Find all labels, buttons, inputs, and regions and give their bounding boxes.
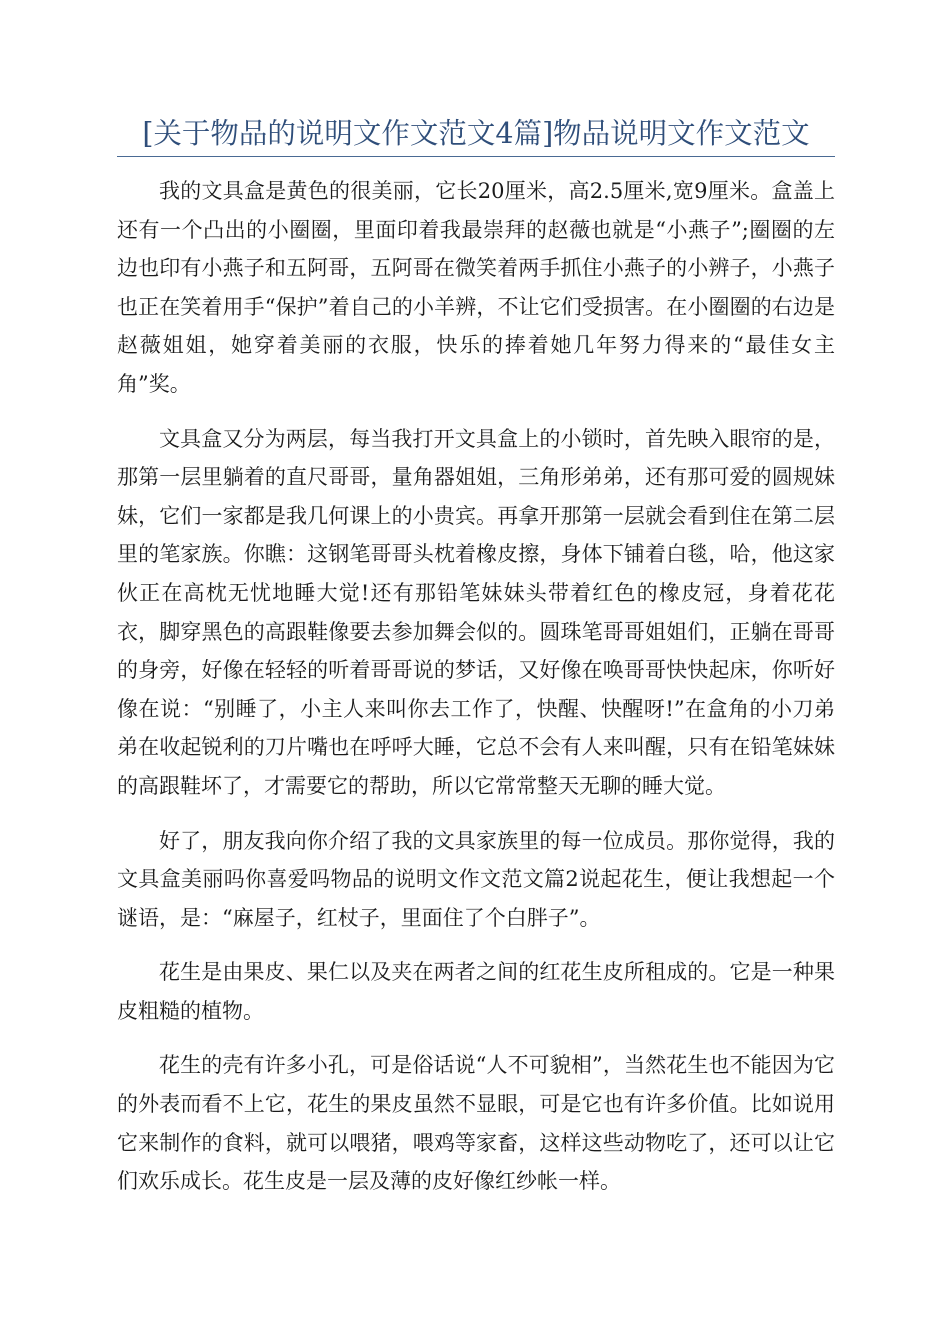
- paragraph: 文具盒又分为两层，每当我打开文具盒上的小锁时，首先映入眼帘的是，那第一层里躺着的直尺哥哥，量角器姐姐，三角形弟弟，还有那可爱的圆规妹妹，它们一家都是我几何课上的小贵宾。再拿开那第一层就会看到住在第二层里的笔家族。你瞧：这钢笔哥哥头枕着橡皮擦，身体下铺着白毯，哈，他这家伙正在高枕无忧地睡大觉!还有那铅笔妹妹头带着红色的橡皮冠，身着花花衣，脚穿黑色的高跟鞋像要去参加舞会似的。圆珠笔哥哥姐姐们，正躺在哥哥的身旁，好像在轻轻的听着哥哥说的梦话，又好像在唤哥哥快快起床，你听好像在说：“别睡了，小主人来叫你去工作了，快醒、快醒呀!”在盒角的小刀弟弟在收起锐利的刀片嘴也在呼呼大睡，它总不会有人来叫醒，只有在铅笔妹妹的高跟鞋坏了，才需要它的帮助，所以它常常整天无聊的睡大觉。: [117, 426, 835, 798]
- title-block: [117, 112, 835, 157]
- paragraph: 我的文具盒是黄色的很美丽，它长20厘米，高2.5厘米,宽9厘米。盒盖上还有一个凸出的小圈圈，里面印着我最崇拜的赵薇也就是“小燕子”;圈圈的左边也印有小燕子和五阿哥，五阿哥在微笑着两手抓住小燕子的小辨子，小燕子也正在笑着用手“保护”着自己的小羊辨，不让它们受损害。在小圈圈的右边是赵薇姐姐，她穿着美丽的衣服，快乐的捧着她几年努力得来的“最佳女主角”奖。: [117, 179, 835, 396]
- document-body: [117, 172, 835, 1217]
- paragraph: 花生的壳有许多小孔，可是俗话说“人不可貌相”，当然花生也不能因为它的外表而看不上它，花生的果皮虽然不显眼，可是它也有许多价值。比如说用它来制作的食料，就可以喂猪，喂鸡等家畜，这样这些动物吃了，还可以让它们欢乐成长。花生皮是一层及薄的皮好像红纱帐一样。: [117, 1053, 835, 1194]
- paragraph: 花生是由果皮、果仁以及夹在两者之间的红花生皮所租成的。它是一种果皮粗糙的植物。: [117, 960, 835, 1023]
- document-title: [关于物品的说明文作文范文4篇]物品说明文作文范文: [142, 117, 810, 150]
- paragraph: 好了，朋友我向你介绍了我的文具家族里的每一位成员。那你觉得，我的文具盒美丽吗你喜爱吗物品的说明文作文范文篇2说起花生，便让我想起一个谜语，是：“麻屋子，红杖子，里面住了个白胖子”。: [117, 828, 835, 930]
